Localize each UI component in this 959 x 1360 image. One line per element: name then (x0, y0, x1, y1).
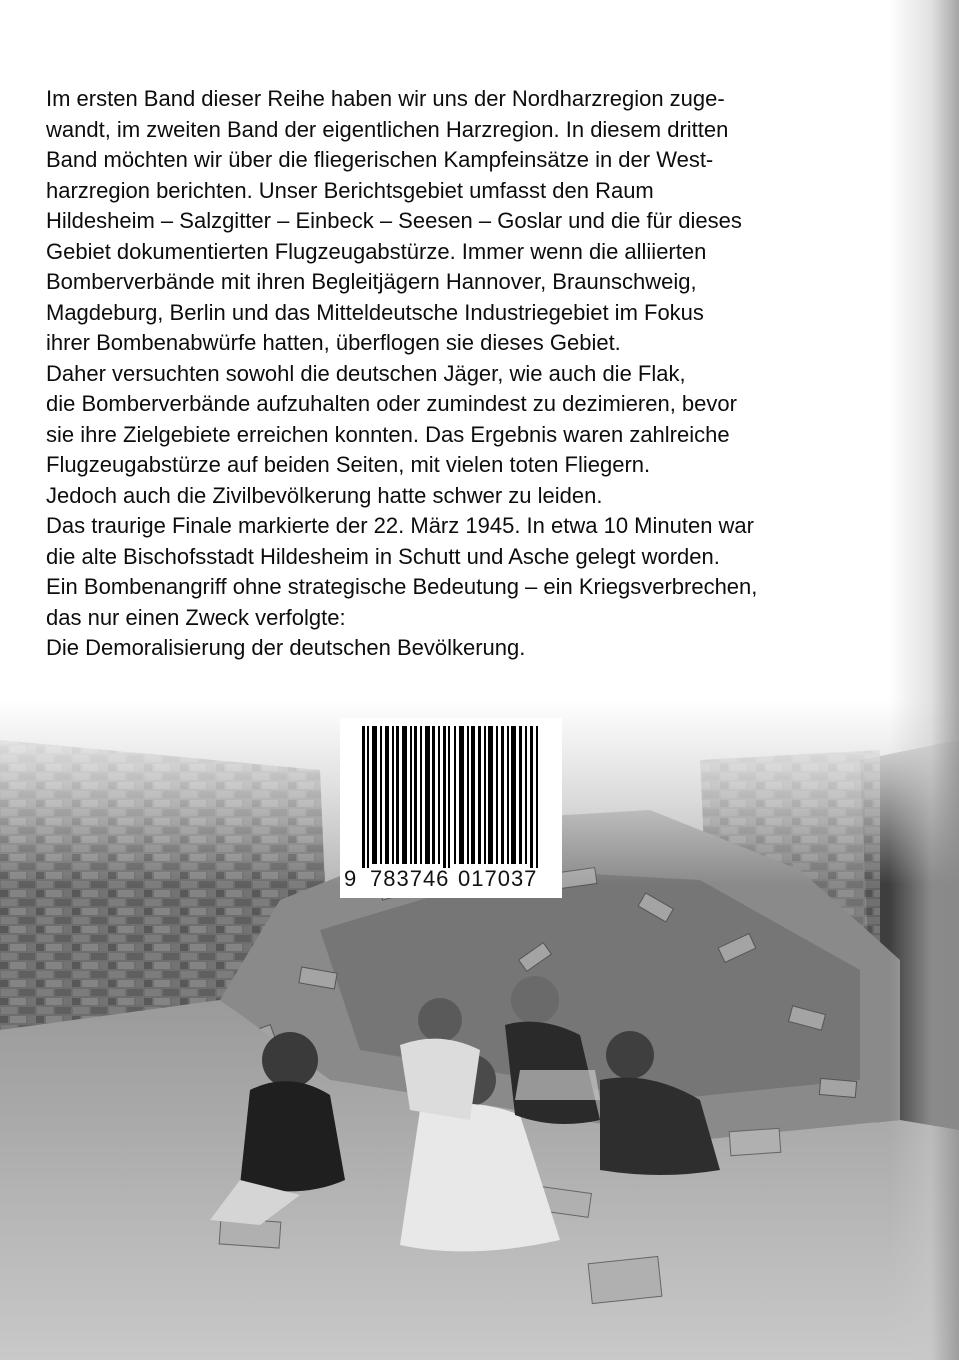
spine-shadow (889, 0, 959, 1360)
blurb-line: Jedoch auch die Zivilbevölkerung hatte schwer zu leiden. (46, 482, 603, 508)
isbn-group-left: 783746 (370, 866, 450, 891)
blurb-line: harzregion berichten. Unser Berichtsgebiet umfasst den Raum (46, 177, 654, 203)
isbn-lead-digit: 9 (344, 866, 358, 891)
isbn-number (340, 864, 562, 894)
blurb-line: Flugzeugabstürze auf beiden Seiten, mit vielen toten Fliegern. (46, 452, 651, 477)
blurb-line: sie ihre Zielgebiete erreichen konnten. Das Ergebnis waren zahlreiche (46, 421, 730, 447)
blurb-line: Im ersten Band dieser Reihe haben wir uns der Nordharzregion zuge- (46, 86, 725, 111)
blurb-line: Die Demoralisierung der deutschen Bevölkerung. (46, 635, 526, 660)
isbn-barcode (340, 718, 562, 898)
blurb-line: Hildesheim – Salzgitter – Einbeck – Seesen – Goslar und die für dieses (46, 208, 742, 233)
blurb-line: Bomberverbände mit ihren Begleitjägern Hannover, Braunschweig, (46, 269, 697, 294)
blurb-line: ihrer Bombenabwürfe hatten, überflogen sie dieses Gebiet. (46, 330, 621, 355)
barcode-bars (340, 718, 562, 868)
blurb-line: Ein Bombenangriff ohne strategische Bedeutung – ein Kriegsverbrechen, (46, 574, 758, 599)
blurb-line: die Bomberverbände aufzuhalten oder zumindest zu dezimieren, bevor (46, 391, 737, 416)
blurb-line: wandt, im zweiten Band der eigentlichen Harzregion. In diesem dritten (46, 116, 729, 142)
blurb-line: das nur einen Zweck verfolgte: (46, 604, 346, 630)
blurb-line: Band möchten wir über die fliegerischen Kampfeinsätze in der West- (46, 147, 714, 172)
blurb-line: Das traurige Finale markierte der 22. März 1945. In etwa 10 Minuten war (46, 513, 754, 538)
blurb-line: die alte Bischofsstadt Hildesheim in Schutt und Asche gelegt worden. (46, 543, 720, 569)
blurb-text (46, 84, 866, 664)
blurb-line: Daher versuchten sowohl die deutschen Jäger, wie auch die Flak, (46, 360, 686, 386)
isbn-group-right: 017037 (458, 866, 538, 891)
blurb-line: Magdeburg, Berlin und das Mitteldeutsche Industriegebiet im Fokus (46, 299, 704, 325)
blurb-line: Gebiet dokumentierten Flugzeugabstürze. Immer wenn die alliierten (46, 238, 707, 264)
